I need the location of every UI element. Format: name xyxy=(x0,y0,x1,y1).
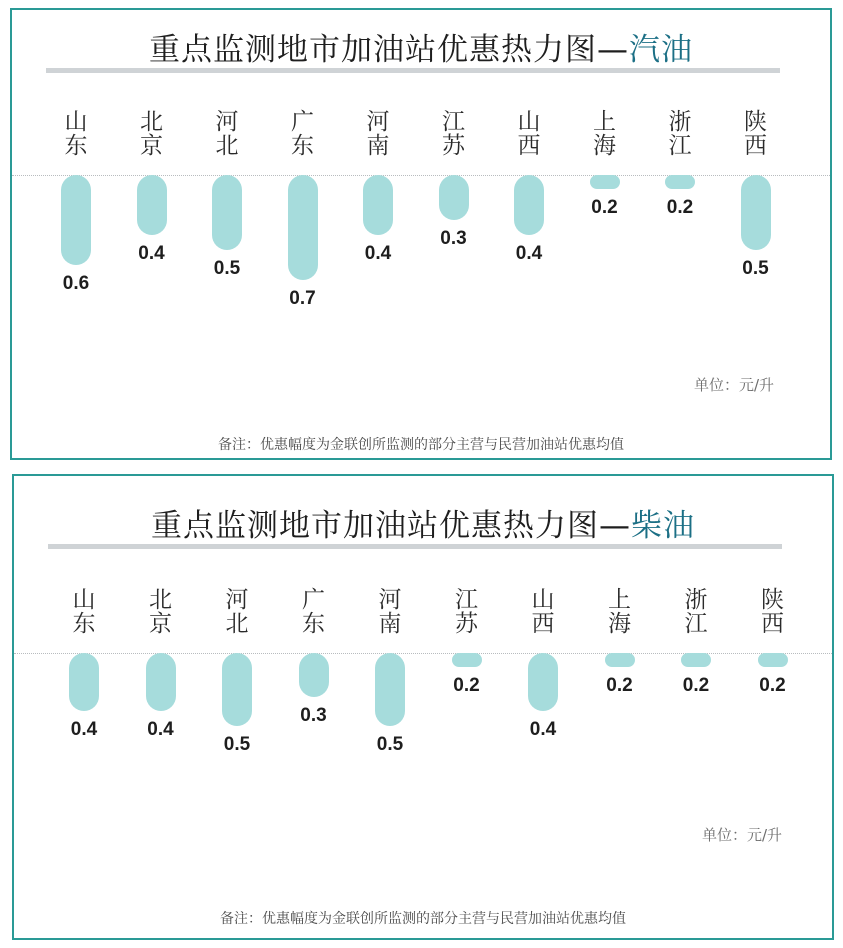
chart-title: 重点监测地市加油站优惠热力图—柴油 xyxy=(151,508,695,544)
category-label: 广东 xyxy=(291,109,314,159)
data-label: 0.4 xyxy=(70,719,98,740)
bar xyxy=(299,653,329,697)
category-label: 北京 xyxy=(140,109,163,159)
unit-label: 单位：元/升 xyxy=(701,826,782,844)
data-label: 0.2 xyxy=(759,675,786,696)
category-label: 北京 xyxy=(149,587,172,637)
category-label: 江苏 xyxy=(455,587,478,637)
category-label: 浙江 xyxy=(684,587,708,637)
category-label: 山西 xyxy=(531,587,555,637)
category-label: 河南 xyxy=(366,109,390,159)
gasoline-chart-panel xyxy=(10,8,832,460)
title-underline xyxy=(46,68,780,73)
data-label: 0.7 xyxy=(289,288,316,309)
chart-title-accent: 汽油 xyxy=(629,32,693,68)
bar xyxy=(222,653,252,726)
data-label: 0.6 xyxy=(62,273,90,294)
data-label: 0.5 xyxy=(376,734,404,755)
unit-label: 单位：元/升 xyxy=(693,376,774,394)
data-label: 0.3 xyxy=(300,705,327,726)
baseline xyxy=(14,653,832,654)
category-label: 河北 xyxy=(215,109,239,159)
chart-title: 重点监测地市加油站优惠热力图—汽油 xyxy=(149,32,693,68)
category-label: 广东 xyxy=(302,587,325,637)
baseline xyxy=(12,175,830,176)
bar xyxy=(452,653,482,667)
category-label: 山东 xyxy=(72,587,96,637)
bar xyxy=(375,653,405,726)
bar xyxy=(69,653,99,711)
bar xyxy=(514,175,544,235)
data-label: 0.5 xyxy=(213,258,241,279)
data-label: 0.4 xyxy=(529,719,557,740)
footnote: 备注：优惠幅度为金联创所监测的部分主营与民营加油站优惠均值 xyxy=(218,437,624,453)
bar xyxy=(528,653,558,711)
category-label: 河南 xyxy=(378,587,402,637)
data-label: 0.2 xyxy=(606,675,633,696)
data-label: 0.4 xyxy=(364,243,392,264)
category-label: 上海 xyxy=(593,109,616,159)
bar xyxy=(605,653,635,667)
bar xyxy=(439,175,469,220)
category-label: 浙江 xyxy=(668,109,692,159)
bar xyxy=(590,175,620,189)
category-label: 山西 xyxy=(517,109,541,159)
category-label: 陕西 xyxy=(761,587,784,637)
bar xyxy=(146,653,176,711)
footnote: 备注：优惠幅度为金联创所监测的部分主营与民营加油站优惠均值 xyxy=(220,911,626,927)
bar xyxy=(137,175,167,235)
category-label: 上海 xyxy=(608,587,631,637)
data-label: 0.2 xyxy=(591,197,618,218)
bar xyxy=(681,653,711,667)
data-label: 0.5 xyxy=(223,734,251,755)
bar xyxy=(288,175,318,280)
data-label: 0.4 xyxy=(515,243,543,264)
data-label: 0.4 xyxy=(138,243,165,264)
category-label: 河北 xyxy=(225,587,249,637)
data-label: 0.5 xyxy=(742,258,769,279)
category-label: 江苏 xyxy=(442,109,465,159)
bar xyxy=(363,175,393,235)
data-label: 0.2 xyxy=(666,197,694,218)
data-label: 0.4 xyxy=(147,719,174,740)
bar xyxy=(212,175,242,250)
diesel-chart-panel xyxy=(12,474,834,940)
category-label: 陕西 xyxy=(744,109,767,159)
bar xyxy=(665,175,695,189)
data-label: 0.2 xyxy=(453,675,480,696)
data-label: 0.2 xyxy=(682,675,710,696)
bar xyxy=(758,653,788,667)
chart-title-accent: 柴油 xyxy=(631,508,695,544)
category-label: 山东 xyxy=(64,109,88,159)
title-underline xyxy=(48,544,782,549)
bar xyxy=(61,175,91,265)
bar xyxy=(741,175,771,250)
data-label: 0.3 xyxy=(440,228,467,249)
